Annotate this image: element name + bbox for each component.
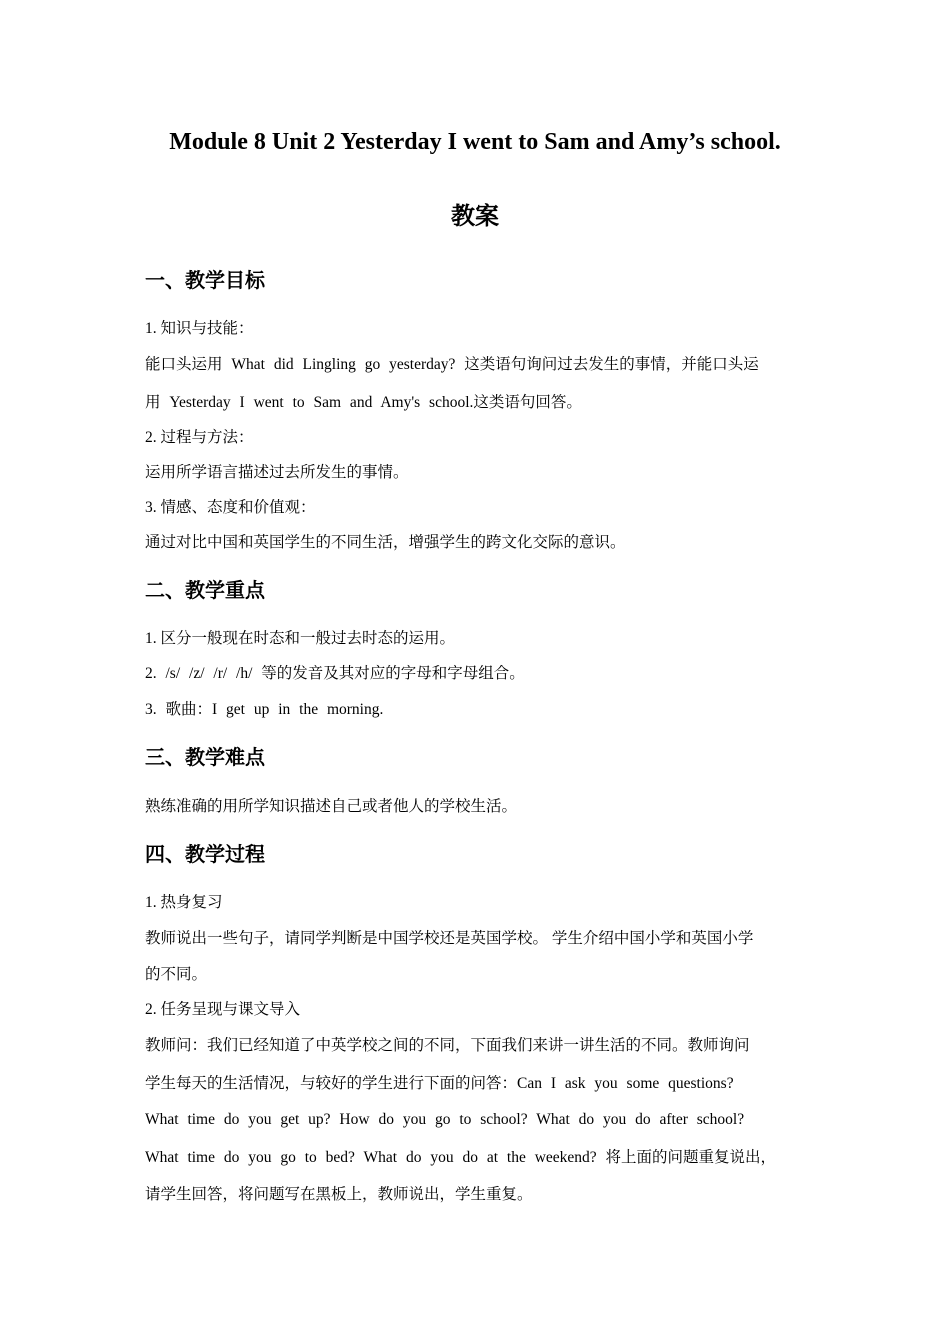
document-title-english: Module 8 Unit 2 Yesterday I went to Sam and Amy’s school. (169, 129, 781, 155)
paragraph-line: 通过对比中国和英国学生的不同生活，增强学生的跨文化交际的意识。 (145, 534, 626, 551)
paragraph-line: 3. 情感、态度和价值观： (145, 499, 316, 516)
paragraph-line: 1. 知识与技能： (145, 320, 254, 337)
document-title-chinese: 教案 (451, 202, 499, 230)
paragraph-line: 1. 热身复习 (145, 894, 223, 911)
paragraph-line: 2. 任务呈现与课文导入 (145, 1001, 301, 1018)
section-heading-difficulties: 三、教学难点 (145, 745, 265, 769)
paragraph-line: 3. 歌曲：I get up in the morning. (145, 701, 384, 718)
paragraph-line: 用 Yesterday I went to Sam and Amy's school.这类语句回答。 (145, 394, 582, 411)
paragraph-line: 2. 过程与方法： (145, 429, 254, 446)
section-heading-key-points: 二、教学重点 (145, 578, 265, 602)
paragraph-line: 熟练准确的用所学知识描述自己或者他人的学校生活。 (145, 798, 518, 815)
section-heading-process: 四、教学过程 (145, 842, 265, 866)
paragraph-line: 的不同。 (145, 966, 208, 983)
paragraph-line: 教师说出一些句子，请同学判断是中国学校还是英国学校。 学生介绍中国小学和英国小学 (145, 930, 754, 947)
paragraph-line: 请学生回答，将问题写在黑板上，教师说出，学生重复。 (145, 1186, 533, 1203)
paragraph-line: 2. /s/ /z/ /r/ /h/ 等的发音及其对应的字母和字母组合。 (145, 665, 525, 682)
section-heading-objectives: 一、教学目标 (145, 268, 265, 292)
paragraph-line: 学生每天的生活情况，与较好的学生进行下面的问答：Can I ask you some questions? (145, 1075, 734, 1092)
paragraph-line: 1. 区分一般现在时态和一般过去时态的运用。 (145, 630, 456, 647)
paragraph-line: 教师问：我们已经知道了中英学校之间的不同，下面我们来讲一讲生活的不同。教师询问 (145, 1037, 750, 1054)
paragraph-line: 能口头运用 What did Lingling go yesterday? 这类语句询问过去发生的事情，并能口头运 (145, 356, 759, 373)
paragraph-line: What time do you get up? How do you go to school? What do you do after school? (145, 1111, 745, 1128)
paragraph-line: What time do you go to bed? What do you do at the weekend? 将上面的问题重复说出， (145, 1149, 777, 1166)
paragraph-line: 运用所学语言描述过去所发生的事情。 (145, 464, 409, 481)
